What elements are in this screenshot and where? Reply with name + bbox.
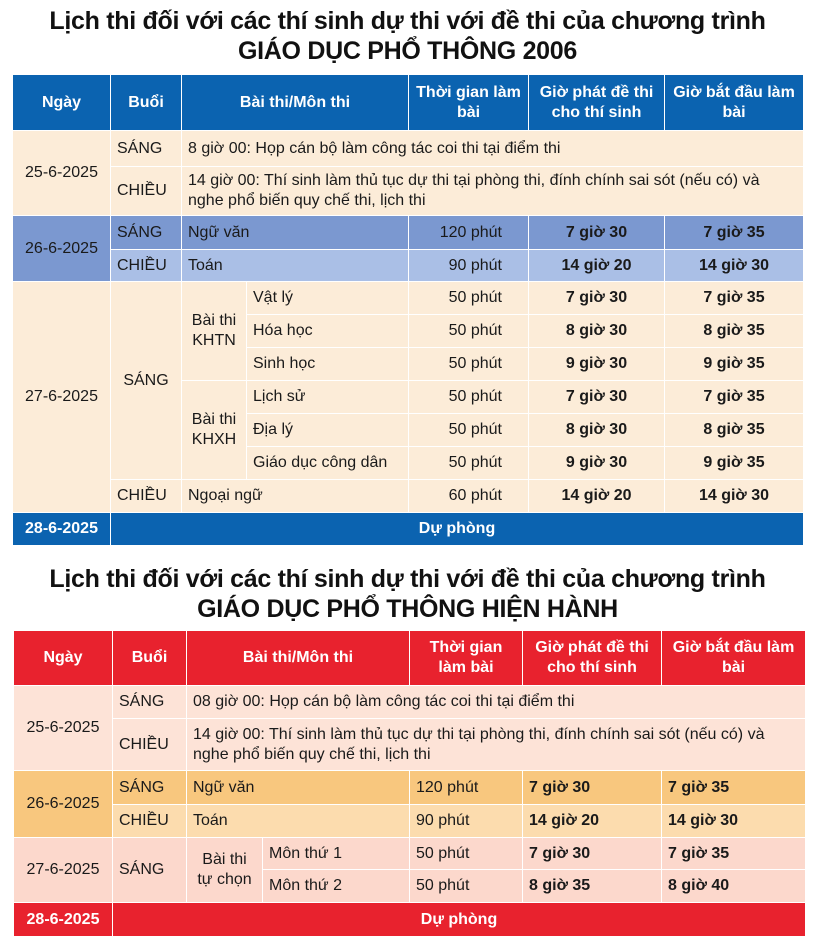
t1-27-session-pm: CHIỀU <box>111 480 181 512</box>
t2-26-session-am: SÁNG <box>113 771 186 804</box>
t2-26-duration-pm: 90 phút <box>410 805 522 837</box>
t1-note-pm: 14 giờ 00: Thí sinh làm thủ tục dự thi tại phòng thi, đính chính sai sót (nếu có) và nghe phổ biến quy chế thi, lịch thi <box>182 167 803 215</box>
t1-27-pm-subject: Ngoại ngữ <box>182 480 408 512</box>
t1-header-session: Buổi <box>111 75 181 130</box>
t1-27-row6-subject: Giáo dục công dân <box>247 447 408 479</box>
t1-26-duration-pm: 90 phút <box>409 250 528 281</box>
t2-26-duration-am: 120 phút <box>410 771 522 804</box>
t1-27-row2-start: 8 giờ 35 <box>665 315 803 347</box>
t1-reserve: Dự phòng <box>111 513 803 545</box>
t2-26-subject-pm: Toán <box>187 805 409 837</box>
t2-date-28: 28-6-2025 <box>14 903 112 936</box>
t2-26-start-pm: 14 giờ 30 <box>662 805 805 837</box>
t2-date-26: 26-6-2025 <box>14 771 112 837</box>
t1-26-paper-am: 7 giờ 30 <box>529 216 664 249</box>
t1-27-row3-paper: 9 giờ 30 <box>529 348 664 380</box>
t2-27-row1-subject: Môn thứ 1 <box>263 838 409 869</box>
table1-title <box>0 6 815 66</box>
t2-27-row1-start: 7 giờ 35 <box>662 838 805 869</box>
t2-group-elective: Bài thi tự chọn <box>187 838 262 902</box>
t2-header-date: Ngày <box>14 631 112 685</box>
table2-title-line1: Lịch thi đối với các thí sinh dự thi với đề thi của chương trình <box>49 565 766 593</box>
t1-27-row3-duration: 50 phút <box>409 348 528 380</box>
t1-27-row1-subject: Vật lý <box>247 282 408 314</box>
t1-27-row5-subject: Địa lý <box>247 414 408 446</box>
t1-27-pm-duration: 60 phút <box>409 480 528 512</box>
t2-27-row2-start: 8 giờ 40 <box>662 870 805 902</box>
t1-27-row4-start: 7 giờ 35 <box>665 381 803 413</box>
t1-27-row1-start: 7 giờ 35 <box>665 282 803 314</box>
t2-27-row2-paper: 8 giờ 35 <box>523 870 661 902</box>
t1-header-duration: Thời gian làm bài <box>409 75 528 130</box>
t2-26-session-pm: CHIỀU <box>113 805 186 837</box>
t1-27-pm-paper: 14 giờ 20 <box>529 480 664 512</box>
t1-27-row6-start: 9 giờ 35 <box>665 447 803 479</box>
t2-26-paper-pm: 14 giờ 20 <box>523 805 661 837</box>
t2-27-row2-duration: 50 phút <box>410 870 522 902</box>
t1-26-subject-am: Ngữ văn <box>182 216 408 249</box>
table1-title-line2: GIÁO DỤC PHỔ THÔNG 2006 <box>238 37 577 65</box>
table2-title <box>0 564 815 624</box>
t1-27-row3-start: 9 giờ 35 <box>665 348 803 380</box>
t2-27-row2-subject: Môn thứ 2 <box>263 870 409 902</box>
t2-27-row1-paper: 7 giờ 30 <box>523 838 661 869</box>
t1-26-start-pm: 14 giờ 30 <box>665 250 803 281</box>
t2-date-25: 25-6-2025 <box>14 686 112 770</box>
t2-header-start-time: Giờ bắt đầu làm bài <box>662 631 805 685</box>
table1-title-line1: Lịch thi đối với các thí sinh dự thi với đề thi của chương trình <box>49 7 766 35</box>
t1-27-row2-duration: 50 phút <box>409 315 528 347</box>
t1-header-subject: Bài thi/Môn thi <box>182 75 408 130</box>
t1-26-paper-pm: 14 giờ 20 <box>529 250 664 281</box>
t1-note-am: 8 giờ 00: Họp cán bộ làm công tác coi thi tại điểm thi <box>182 131 803 166</box>
t1-27-pm-start: 14 giờ 30 <box>665 480 803 512</box>
t1-27-row6-duration: 50 phút <box>409 447 528 479</box>
t1-27-row2-paper: 8 giờ 30 <box>529 315 664 347</box>
t1-header-start-time: Giờ bắt đầu làm bài <box>665 75 803 130</box>
t2-27-session: SÁNG <box>113 838 186 902</box>
t1-26-session-pm: CHIỀU <box>111 250 181 281</box>
t1-session-pm: CHIỀU <box>111 167 181 215</box>
t1-27-row4-paper: 7 giờ 30 <box>529 381 664 413</box>
t2-26-subject-am: Ngữ văn <box>187 771 409 804</box>
t1-date-26: 26-6-2025 <box>13 216 110 281</box>
t1-26-subject-pm: Toán <box>182 250 408 281</box>
t1-group-khxh: Bài thi KHXH <box>182 381 246 479</box>
t2-26-start-am: 7 giờ 35 <box>662 771 805 804</box>
t2-26-paper-am: 7 giờ 30 <box>523 771 661 804</box>
t1-group-khtn: Bài thi KHTN <box>182 282 246 380</box>
t2-date-27: 27-6-2025 <box>14 838 112 902</box>
t1-27-row3-subject: Sinh học <box>247 348 408 380</box>
t2-header-duration: Thời gian làm bài <box>410 631 522 685</box>
t1-26-session-am: SÁNG <box>111 216 181 249</box>
t2-27-row1-duration: 50 phút <box>410 838 522 869</box>
t1-session-am: SÁNG <box>111 131 181 166</box>
t1-26-start-am: 7 giờ 35 <box>665 216 803 249</box>
t1-27-row1-paper: 7 giờ 30 <box>529 282 664 314</box>
t1-date-27: 27-6-2025 <box>13 282 110 512</box>
t1-27-row6-paper: 9 giờ 30 <box>529 447 664 479</box>
t2-header-paper-time: Giờ phát đề thi cho thí sinh <box>523 631 661 685</box>
t2-session-pm: CHIỀU <box>113 719 186 770</box>
t1-27-row4-duration: 50 phút <box>409 381 528 413</box>
t1-27-session-am: SÁNG <box>111 282 181 479</box>
t1-27-row5-paper: 8 giờ 30 <box>529 414 664 446</box>
t2-note-am: 08 giờ 00: Họp cán bộ làm công tác coi thi tại điểm thi <box>187 686 805 718</box>
t1-date-25: 25-6-2025 <box>13 131 110 215</box>
t1-27-row2-subject: Hóa học <box>247 315 408 347</box>
t2-reserve: Dự phòng <box>113 903 805 936</box>
t2-session-am: SÁNG <box>113 686 186 718</box>
table2-title-line2: GIÁO DỤC PHỔ THÔNG HIỆN HÀNH <box>197 595 618 623</box>
t1-header-paper-time: Giờ phát đề thi cho thí sinh <box>529 75 664 130</box>
t1-27-row4-subject: Lịch sử <box>247 381 408 413</box>
t1-header-date: Ngày <box>13 75 110 130</box>
t1-27-row1-duration: 50 phút <box>409 282 528 314</box>
t1-date-28: 28-6-2025 <box>13 513 110 545</box>
t1-26-duration-am: 120 phút <box>409 216 528 249</box>
t2-header-session: Buổi <box>113 631 186 685</box>
t2-note-pm: 14 giờ 00: Thí sinh làm thủ tục dự thi tại phòng thi, đính chính sai sót (nếu có) và nghe phổ biến quy chế thi, lịch thi <box>187 719 805 770</box>
t1-27-row5-start: 8 giờ 35 <box>665 414 803 446</box>
t1-27-row5-duration: 50 phút <box>409 414 528 446</box>
t2-header-subject: Bài thi/Môn thi <box>187 631 409 685</box>
